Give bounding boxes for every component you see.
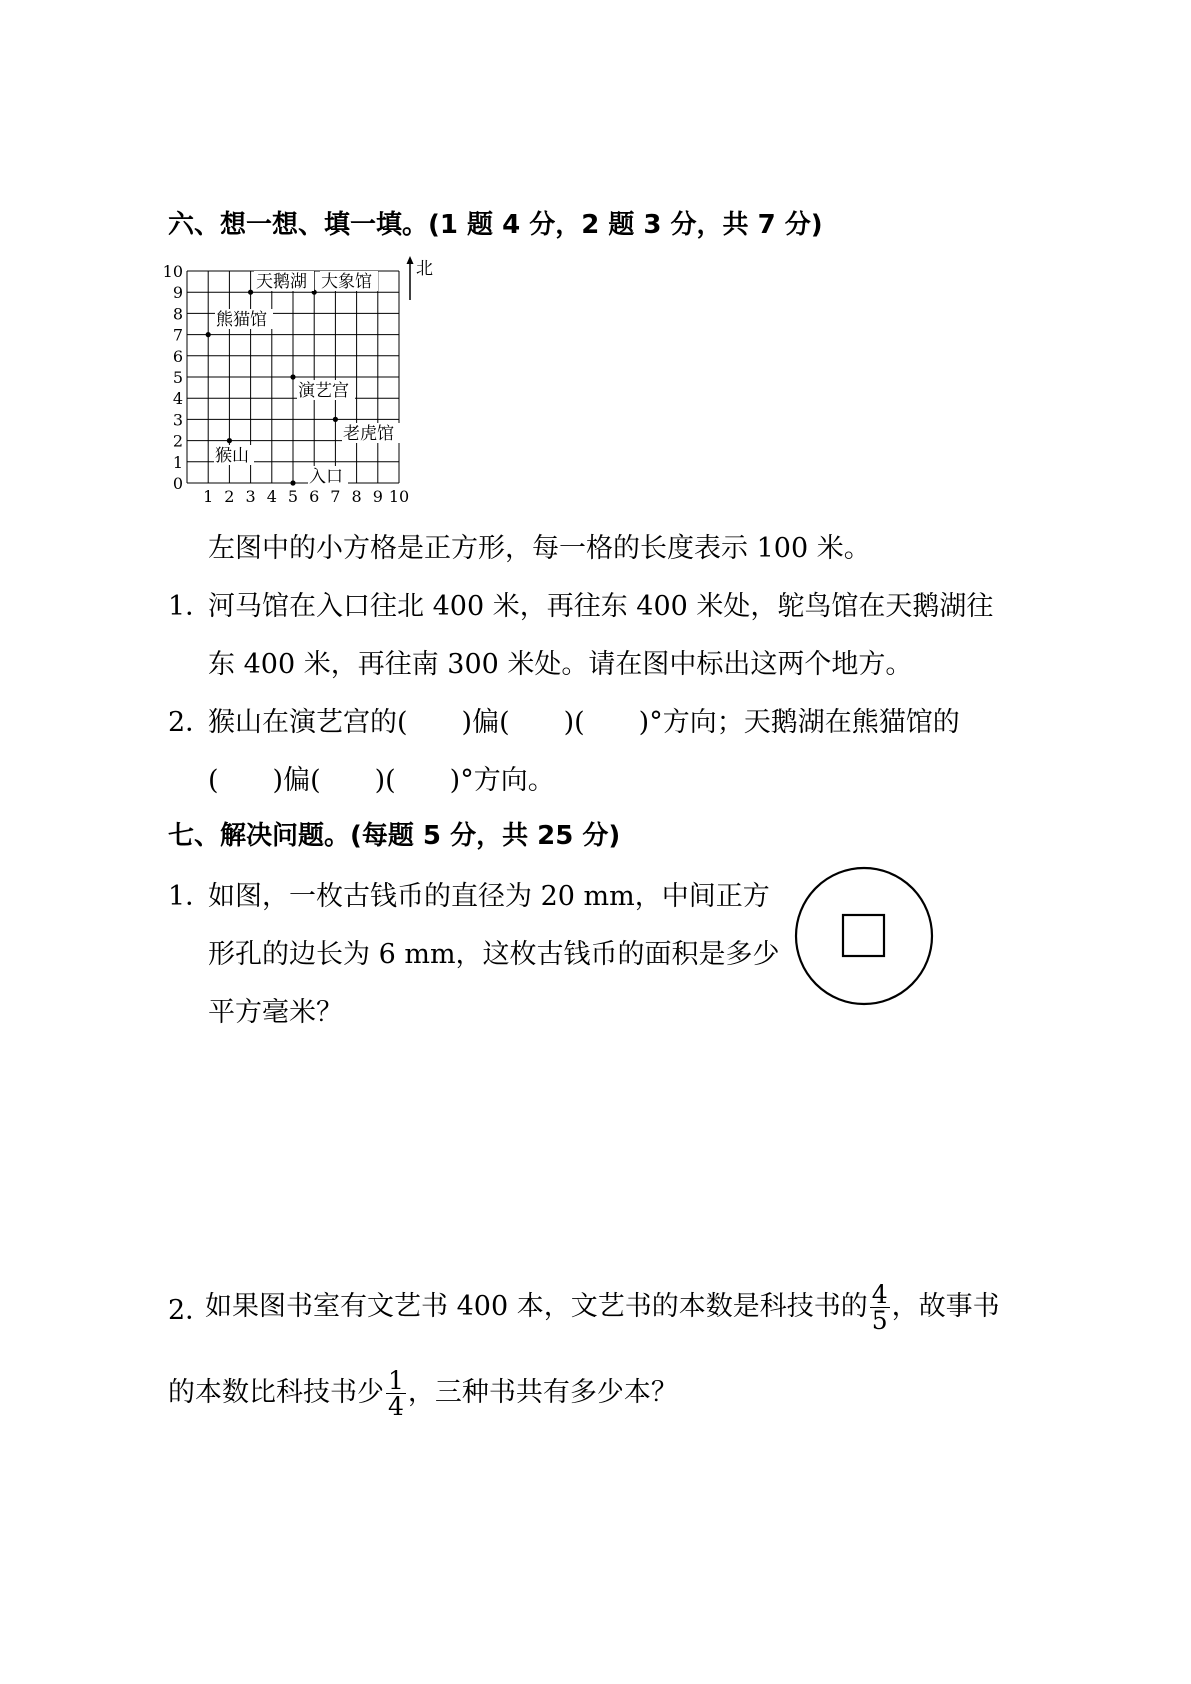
section-6-heading: 六、想一想、填一填。(1 题 4 分，2 题 3 分，共 7 分) [168,210,823,240]
ancient-coin-figure [790,862,938,1010]
place-elephant: 大象馆 [321,272,372,292]
y-tick-label: 0 [172,474,183,493]
y-tick-label: 3 [172,410,183,430]
fraction-numerator: 4 [871,1280,888,1309]
coin-outline [796,868,932,1004]
place-monkey: 猴山 [215,446,249,466]
place-swan-lake: 天鹅湖 [256,272,307,292]
s6-q1-line1: 河马馆在入口往北 400 米，再往东 400 米处，鸵鸟馆在天鹅湖往 [208,591,994,622]
north-label: 北 [416,259,433,279]
s7-q2-line2 [168,1368,678,1419]
x-tick-label: 6 [309,487,320,506]
square-hole [843,915,884,956]
s6-q1-line2: 东 400 米，再往南 300 米处。请在图中标出这两个地方。 [208,649,913,680]
x-tick-label: 8 [351,487,362,506]
x-tick-label: 7 [330,487,341,506]
x-tick-label: 9 [372,487,383,506]
s6-q2-line2: ( )偏( )( )°方向。 [208,765,555,796]
s6-q2-line1: 猴山在演艺宫的( )偏( )( )°方向；天鹅湖在熊猫馆的 [208,707,960,738]
fraction-numerator: 1 [388,1366,404,1395]
place-entrance: 入口 [309,467,343,487]
y-tick-label: 7 [172,325,183,345]
s7-q2-line1-tail: ，故事书 [891,1291,1000,1322]
x-tick-label: 2 [224,487,235,506]
question-number: 2． [168,1295,213,1326]
s7-q1-line2: 形孔的边长为 6 mm，这枚古钱币的面积是多少 [208,939,780,970]
tiger-point [333,417,338,422]
y-tick-label: 4 [172,389,183,409]
y-axis-ticks [163,262,183,493]
place-tiger: 老虎馆 [343,424,394,444]
s7-q2-line1 [205,1282,1000,1333]
y-tick-label: 2 [172,431,183,451]
s7-q1-line1: 如图，一枚古钱币的直径为 20 mm，中间正方 [208,881,770,912]
monkey-point [227,438,232,443]
y-tick-label: 10 [162,262,183,281]
s7-q2-line2-text: 的本数比科技书少 [168,1377,384,1408]
panda-point [206,332,211,337]
x-tick-label: 5 [287,487,299,506]
fraction-denominator: 4 [388,1392,404,1421]
fraction-1-4 [386,1368,406,1419]
section-7-heading: 七、解决问题。(每题 5 分，共 25 分) [168,821,621,851]
question-number: 2． [168,707,213,738]
place-theater: 演艺宫 [298,381,349,401]
x-tick-label: 3 [245,487,256,506]
s7-q1-line3: 平方毫米？ [208,997,343,1028]
north-arrowhead-icon [407,256,414,264]
question-number: 1． [168,881,213,912]
entrance-point [290,480,295,485]
s7-q2-line1-text: 如果图书室有文艺书 400 本，文艺书的本数是科技书的 [205,1291,868,1322]
y-tick-label: 8 [172,304,183,324]
question-number: 1． [168,591,213,622]
x-tick-label: 4 [266,487,277,506]
zoo-grid-map [160,252,450,514]
s7-q2-line2-tail: ，三种书共有多少本？ [407,1377,678,1408]
x-tick-label: 10 [388,487,410,506]
theater-point [290,374,295,379]
grid-intro-text: 左图中的小方格是正方形，每一格的长度表示 100 米。 [208,533,871,564]
swan-lake-point [248,290,253,295]
x-tick-label: 1 [203,487,214,506]
fraction-denominator: 5 [871,1306,888,1335]
y-tick-label: 6 [172,346,183,366]
x-axis-ticks [203,487,409,506]
y-tick-label: 1 [172,452,183,472]
y-tick-label: 9 [172,283,183,303]
y-tick-label: 5 [172,368,183,387]
fraction-4-5 [870,1282,890,1333]
place-panda: 熊猫馆 [216,310,267,330]
